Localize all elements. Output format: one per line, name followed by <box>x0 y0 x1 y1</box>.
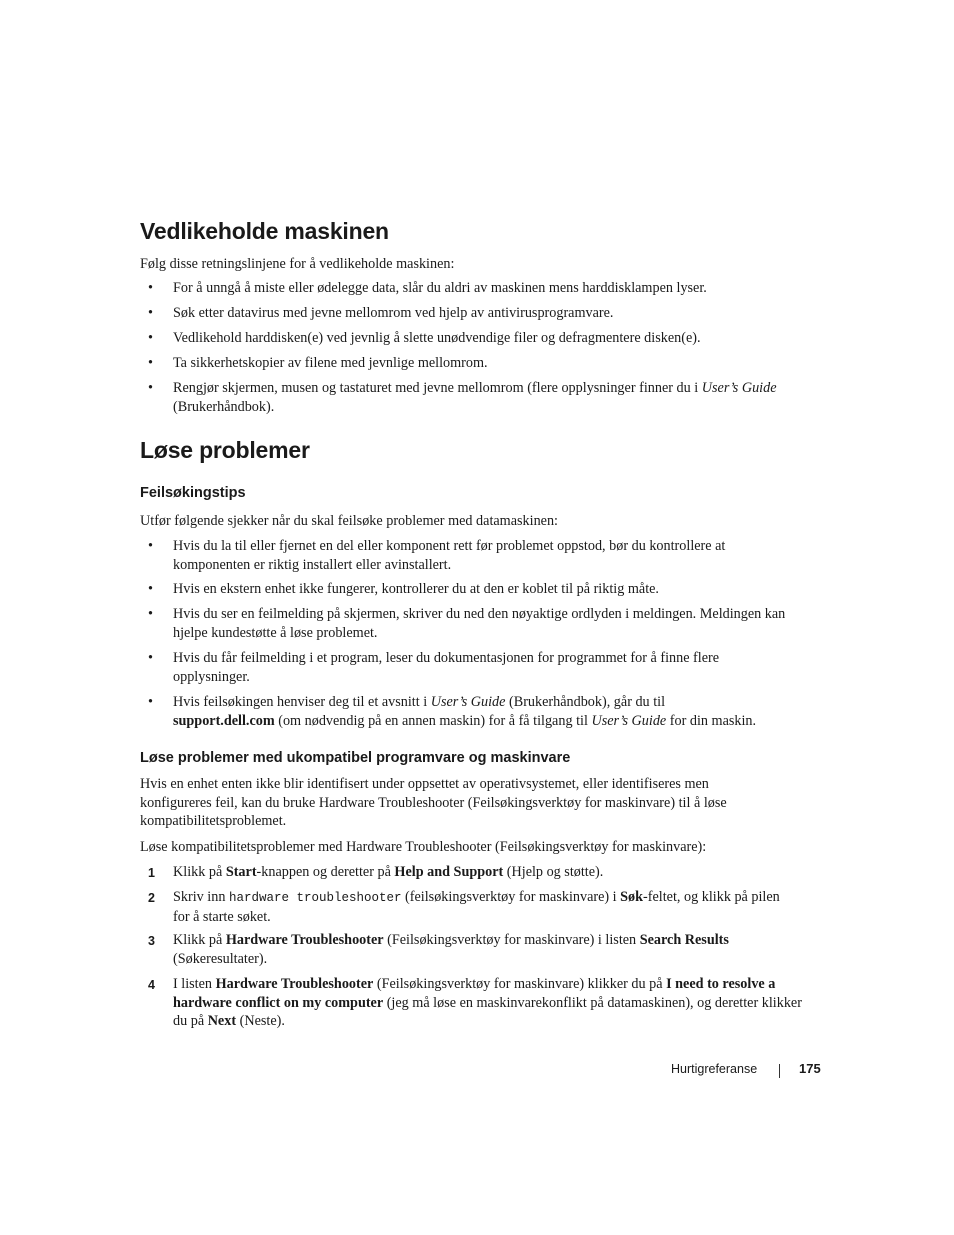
list-item-text: Ta sikkerhetskopier av filene med jevnlige mellomrom. <box>173 355 488 371</box>
bullet: • <box>148 280 153 296</box>
step-text <box>173 888 783 926</box>
section-title-troubleshooting: Løse problemer <box>140 437 310 463</box>
guide-title: User’s Guide <box>701 380 777 396</box>
text-run: Skriv inn <box>173 889 229 905</box>
text-run: (Brukerhåndbok). <box>173 398 275 415</box>
bullet: • <box>148 581 153 597</box>
tips-intro: Utfør følgende sjekker når du skal feilsøke problemer med datamaskinen: <box>140 513 558 529</box>
text-run: I listen <box>173 976 216 992</box>
text-run: (jeg må løse en maskinvarekonflikt på datamaskinen), og deretter klikker du på <box>173 994 802 1029</box>
text-run: for din maskin. <box>666 712 757 729</box>
list-item-text: For å unngå å miste eller ødelegge data, slår du aldri av maskinen mens harddisklampen lyser. <box>173 280 707 296</box>
step-text <box>173 863 823 882</box>
subsection-title-tips: Feilsøkingstips <box>140 485 246 501</box>
text-run: Hvis feilsøkingen henviser deg til et avsnitt i <box>173 694 431 710</box>
footer-label: Hurtigreferanse <box>671 1062 758 1076</box>
list-item-text <box>173 693 823 730</box>
bullet: • <box>148 606 153 622</box>
bullet: • <box>148 355 153 371</box>
compatibility-para1: Hvis en enhet enten ikke blir identifisert under oppsettet av operativsystemet, eller identifiseres men konfigureres feil, kan du bruke Hardware Troubleshooter (Feilsøkingsverktøy for maskinvare) til å løse kompatibilitetsproblemet. <box>140 776 727 829</box>
list-item-text: Hvis du ser en feilmelding på skjermen, skriver du ned den nøyaktige ordlyden i meldingen. Meldingen kan hjelpe kundestøtte å løse problemet. <box>173 606 786 641</box>
list-item-text <box>173 379 823 416</box>
text-run: (Feilsøkingsverktøy for maskinvare) i listen <box>383 932 640 948</box>
support-link[interactable]: support.dell.com <box>173 712 275 729</box>
step-number: 3 <box>148 934 155 948</box>
text-run: (om nødvendig på en annen maskin) for å få tilgang til <box>274 712 592 729</box>
text-run: Klikk på <box>173 864 226 880</box>
maintenance-intro: Følg disse retningslinjene for å vedlikeholde maskinen: <box>140 256 455 272</box>
list-item-text: Hvis du la til eller fjernet en del eller komponent rett før problemet oppstod, bør du kontrollere at komponenten er riktig installert eller avinstallert. <box>173 538 726 573</box>
text-run: (Søkeresultater). <box>173 950 268 967</box>
guide-title: User’s Guide <box>591 712 667 729</box>
bullet: • <box>148 694 153 710</box>
text-run: (Neste). <box>236 1013 285 1029</box>
ui-label: Start <box>225 864 257 880</box>
text-run: -knappen og deretter på <box>256 864 395 880</box>
step-text <box>173 975 818 1031</box>
bullet: • <box>148 538 153 554</box>
ui-label: Søk <box>620 889 644 905</box>
footer-separator <box>779 1064 780 1078</box>
step-text <box>173 931 773 968</box>
bullet: • <box>148 380 153 396</box>
page-number: 175 <box>799 1061 821 1076</box>
section-title-maintenance: Vedlikeholde maskinen <box>140 218 389 244</box>
text-run: Rengjør skjermen, musen og tastaturet med jevne mellomrom (flere opplysninger finner du i <box>173 380 702 396</box>
list-item-text: Vedlikehold harddisken(e) ved jevnlig å slette unødvendige filer og defragmentere disken(e). <box>173 330 701 346</box>
text-run: (feilsøkingsverktøy for maskinvare) i <box>401 889 621 905</box>
code-text: hardware troubleshooter <box>228 891 402 905</box>
ui-label: Search Results <box>639 932 729 948</box>
ui-label: Next <box>207 1013 237 1029</box>
ui-label: Hardware Troubleshooter <box>225 932 384 948</box>
subsection-title-compatibility: Løse problemer med ukompatibel programvare og maskinvare <box>140 750 571 766</box>
text-run: (Brukerhåndbok), går du til <box>505 694 666 710</box>
text-run: (Feilsøkingsverktøy for maskinvare) klikker du på <box>373 976 667 992</box>
step-number: 2 <box>148 891 155 905</box>
list-item-text: Søk etter datavirus med jevne mellomrom ved hjelp av antivirusprogramvare. <box>173 305 614 321</box>
list-item-text: Hvis en ekstern enhet ikke fungerer, kontrollerer du at den er koblet til på riktig måte. <box>173 581 659 597</box>
text-run: (Hjelp og støtte). <box>503 864 604 880</box>
step-number: 4 <box>148 978 155 992</box>
list-item-text: Hvis du får feilmelding i et program, leser du dokumentasjonen for programmet for å finne flere opplysninger. <box>173 650 720 685</box>
text-run: Klikk på <box>173 932 226 948</box>
compatibility-para2: Løse kompatibilitetsproblemer med Hardware Troubleshooter (Feilsøkingsverktøy for maskinvare): <box>140 839 707 855</box>
text-run: -feltet, og klikk på pilen for å starte søket. <box>173 889 780 925</box>
guide-title: User’s Guide <box>430 694 506 710</box>
bullet: • <box>148 330 153 346</box>
bullet: • <box>148 650 153 666</box>
ui-label: I need to resolve a hardware conflict on my computer <box>173 976 776 1011</box>
ui-label: Help and Support <box>394 864 504 880</box>
ui-label: Hardware Troubleshooter <box>215 976 374 992</box>
step-number: 1 <box>148 866 155 880</box>
bullet: • <box>148 305 153 321</box>
